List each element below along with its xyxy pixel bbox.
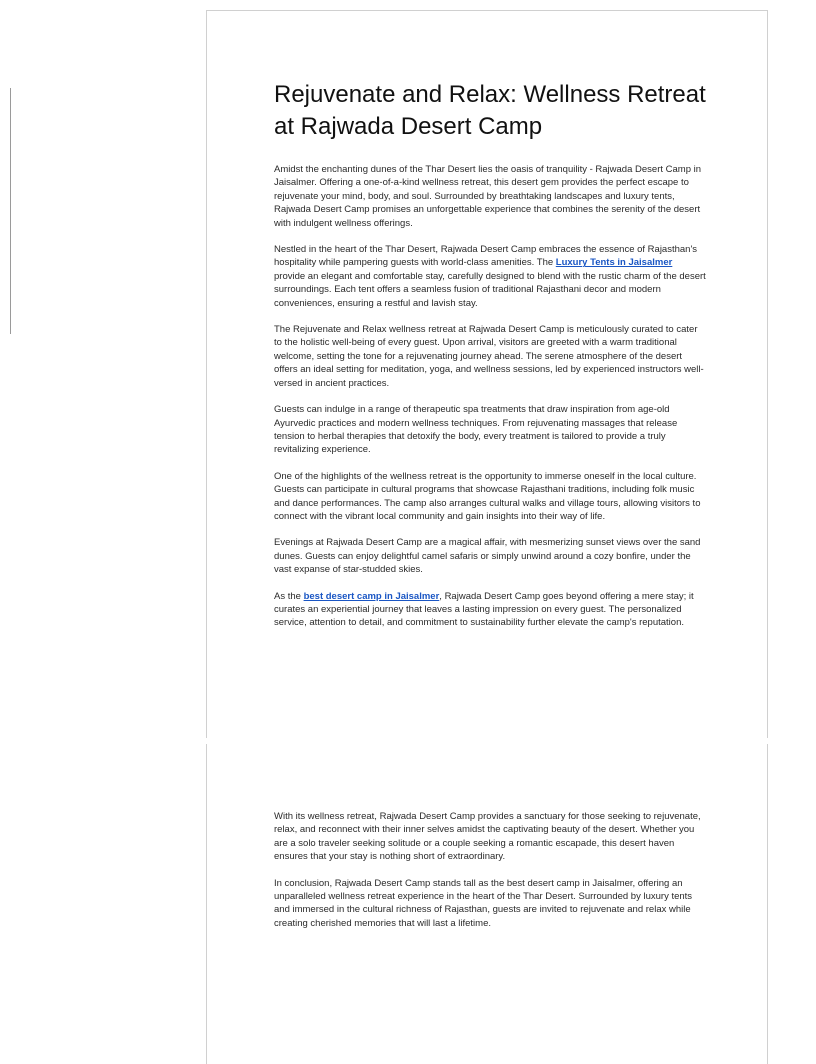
paragraph-3: The Rejuvenate and Relax wellness retreat at Rajwada Desert Camp is meticulously curated to cater to the holistic well-being of every guest. Upon arrival, visitors are greeted with a warm traditional welcome, setting the tone for a rejuvenating journey ahead. The serene atmosphere of the desert offers an ideal setting for meditation, yoga, and wellness sessions, led by experienced instructors well-versed in ancient practices. bbox=[274, 324, 704, 389]
paragraph-2-text-after: provide an elegant and comfortable stay, carefully designed to blend with the rustic charm of the desert surroundings. Each tent offers a seamless fusion of traditional Rajasthani decor and modern conveniences, ensuring a restful and lavish stay. bbox=[274, 270, 706, 309]
paragraph-6: Evenings at Rajwada Desert Camp are a magical affair, with mesmerizing sunset views over the sand dunes. Guests can enjoy delightful camel safaris or simply unwind around a cozy bonfire, under the vast expanse of star-studded skies. bbox=[274, 537, 701, 576]
page-2-content bbox=[274, 810, 706, 943]
paragraph-7-text-before: As the bbox=[274, 590, 304, 602]
page-1-content bbox=[274, 79, 706, 643]
document-page-2 bbox=[206, 744, 768, 1064]
paragraph-2 bbox=[274, 243, 706, 310]
paragraph-1: Amidst the enchanting dunes of the Thar Desert lies the oasis of tranquility - Rajwada Desert Camp in Jaisalmer. Offering a one-of-a-kind wellness retreat, this desert gem provides the perfect escape to rejuvenate your mind, body, and soul. Surrounded by breathtaking landscapes and luxury tents, Rajwada Desert Camp promises an unforgettable experience that combines the serenity of the desert with indulgent wellness offerings. bbox=[274, 164, 702, 229]
paragraph-2-text-before: Nestled in the heart of the Thar Desert, Rajwada Desert Camp embraces the essence of Rajasthan's hospitality while pampering guests with world-class amenities. The bbox=[274, 244, 698, 269]
paragraph-4: Guests can indulge in a range of therapeutic spa treatments that draw inspiration from age-old Ayurvedic practices and modern wellness techniques. From rejuvenating massages that release tension to herbal therapies that detoxify the body, every treatment is tailored to provide a truly revitalizing experience. bbox=[274, 404, 678, 456]
document-page-1 bbox=[206, 10, 768, 738]
document-title: Rejuvenate and Relax: Wellness Retreat at Rajwada Desert Camp bbox=[274, 81, 706, 140]
paragraph-7 bbox=[274, 590, 706, 630]
paragraph-5: One of the highlights of the wellness retreat is the opportunity to immerse oneself in the local culture. Guests can participate in cultural programs that showcase Rajasthani traditions, including folk music and dance performances. The camp also arranges cultural walks and village tours, allowing visitors to connect with the vibrant local community and gain insights into their way of life. bbox=[274, 470, 701, 522]
paragraph-8: With its wellness retreat, Rajwada Desert Camp provides a sanctuary for those seeking to rejuvenate, relax, and reconnect with their inner selves amidst the captivating beauty of the desert. Whether you are a solo traveler seeking solitude or a couple seeking a romantic escapade, this desert haven ensures that your stay is nothing short of extraordinary. bbox=[274, 811, 701, 863]
paragraph-7-text-after: , Rajwada Desert Camp goes beyond offering a mere stay; it curates an experiential journey that leaves a lasting impression on every guest. The personalized service, attention to detail, and commitment to sustainability further elevate the camp's reputation. bbox=[274, 590, 694, 629]
best-desert-camp-link[interactable]: best desert camp in Jaisalmer bbox=[303, 590, 440, 602]
luxury-tents-link[interactable]: Luxury Tents in Jaisalmer bbox=[555, 257, 673, 269]
margin-ruler bbox=[10, 88, 11, 334]
paragraph-9: In conclusion, Rajwada Desert Camp stands tall as the best desert camp in Jaisalmer, offering an unparalleled wellness retreat experience in the heart of the Thar Desert. Surrounded by luxury tents and immersed in the cultural richness of Rajasthan, guests are invited to rejuvenate and relax while creating cherished memories that will last a lifetime. bbox=[274, 877, 693, 929]
